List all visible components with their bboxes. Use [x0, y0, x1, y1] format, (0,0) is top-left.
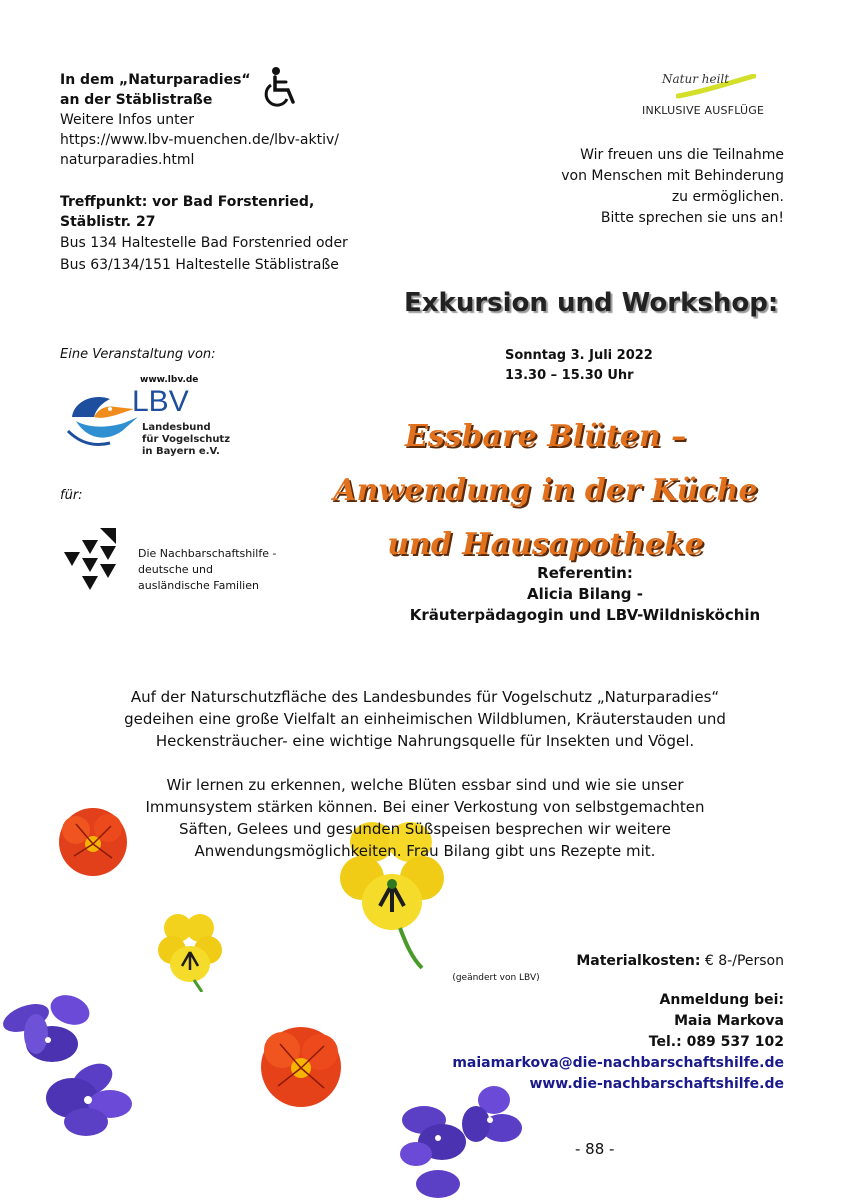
yellow-pansy-small-image — [158, 912, 222, 992]
description-line: Heckensträucher- eine wichtige Nahrungsquelle für Insekten und Vögel. — [155, 732, 695, 750]
website-link[interactable]: www.die-nachbarschaftshilfe.de — [529, 1076, 784, 1092]
organizer-label: Eine Veranstaltung von: — [60, 347, 216, 362]
nh-line: ausländische Familien — [138, 579, 259, 592]
lbv-name-line: in Bayern e.V. — [142, 446, 220, 457]
venue-url-2[interactable]: naturparadies.html — [60, 152, 195, 168]
speaker-info — [400, 563, 770, 626]
event-time: 13.30 – 15.30 Uhr — [505, 368, 634, 383]
event-title-line: und Hausapotheke — [387, 527, 704, 562]
bus-line-1: Bus 134 Haltestelle Bad Forstenried oder — [60, 235, 348, 251]
description-line: Wir lernen zu erkennen, welche Blüten essbar sind und wie sie unser — [166, 776, 684, 794]
lbv-name-line: für Vogelschutz — [142, 434, 231, 445]
meeting-title: Treffpunkt: vor Bad Forstenried, — [60, 194, 315, 210]
kingfisher-icon — [64, 387, 140, 449]
nachbarschaftshilfe-name — [138, 546, 276, 594]
description-line: Anwendungsmöglichkeiten. Frau Bilang gibt uns Rezepte mit. — [194, 842, 656, 860]
speaker-label: Referentin: — [537, 564, 633, 582]
material-cost — [452, 951, 784, 972]
register-label: Anmeldung bei: — [659, 992, 784, 1008]
description-paragraph-2 — [80, 774, 770, 862]
inclusion-line: von Menschen mit Behinderung — [561, 168, 784, 184]
page-number: - 88 - — [575, 1140, 615, 1158]
meeting-point — [60, 192, 348, 276]
cost-note: (geändert von LBV) — [452, 973, 540, 983]
description-paragraph-1 — [80, 686, 770, 752]
cost-value: € 8-/Person — [700, 953, 784, 969]
inclusion-note — [561, 145, 784, 229]
for-label: für: — [60, 488, 83, 503]
description-line: gedeihen eine große Vielfalt an einheimischen Wildblumen, Kräuterstauden und — [124, 710, 726, 728]
contact-email-link[interactable]: maiamarkova@die-nachbarschaftshilfe.de — [452, 1055, 784, 1071]
event-title-line: Essbare Blüten – — [404, 419, 687, 454]
inclusion-line: zu ermöglichen. — [671, 189, 784, 205]
lbv-wordmark: LBV — [132, 385, 189, 418]
event-title — [318, 410, 773, 572]
bus-line-2: Bus 63/134/151 Haltestelle Stäblistraße — [60, 257, 339, 273]
contact-info — [452, 951, 784, 1095]
speaker-name: Alicia Bilang - — [527, 585, 643, 603]
page-heading: Exkursion und Workshop: — [404, 288, 779, 318]
lbv-name-line: Landesbund — [142, 422, 211, 433]
meeting-address: Stäblistr. 27 — [60, 214, 156, 230]
nh-line: deutsche und — [138, 563, 213, 576]
lbv-fullname — [142, 422, 230, 458]
contact-name: Maia Markova — [674, 1013, 784, 1029]
cost-label: Materialkosten: — [576, 953, 701, 969]
nh-line: Die Nachbarschaftshilfe - — [138, 547, 277, 560]
description — [80, 686, 770, 884]
description-line: Immunsystem stärken können. Bei einer Verkostung von selbstgemachten — [145, 798, 705, 816]
event-title-line: Anwendung in der Küche — [333, 473, 758, 508]
natur-heilt-script: Natur heilt — [662, 72, 730, 86]
triangles-icon — [60, 528, 120, 594]
lbv-logo — [60, 375, 230, 465]
event-day: Sonntag 3. Juli 2022 — [505, 348, 653, 363]
inclusion-line: Wir freuen uns die Teilnahme — [580, 147, 784, 163]
violet-flowers-image-2 — [398, 1080, 526, 1200]
venue-title: In dem „Naturparadies“ — [60, 72, 251, 88]
natur-heilt-subtitle: INKLUSIVE AUSFLÜGE — [642, 104, 765, 117]
venue-url-1[interactable]: https://www.lbv-muenchen.de/lbv-aktiv/ — [60, 132, 339, 148]
venue-info-label: Weitere Infos unter — [60, 112, 194, 128]
natur-heilt-logo — [642, 72, 772, 122]
nachbarschaftshilfe-logo — [60, 528, 320, 596]
lbv-website: www.lbv.de — [140, 375, 199, 385]
event-date — [505, 346, 653, 386]
nasturtium-flower-image-2 — [258, 1022, 344, 1112]
violet-flowers-image — [0, 988, 140, 1138]
description-line: Auf der Naturschutzfläche des Landesbundes für Vogelschutz „Naturparadies“ — [130, 688, 720, 706]
contact-phone[interactable]: Tel.: 089 537 102 — [648, 1034, 784, 1050]
venue-street: an der Stäblistraße — [60, 92, 213, 108]
inclusion-line: Bitte sprechen sie uns an! — [600, 210, 784, 226]
wheelchair-icon — [262, 66, 302, 112]
speaker-role: Kräuterpädagogin und LBV-Wildnisköchin — [409, 606, 761, 624]
description-line: Säften, Gelees und gesunden Süßspeisen besprechen wir weitere — [179, 820, 671, 838]
